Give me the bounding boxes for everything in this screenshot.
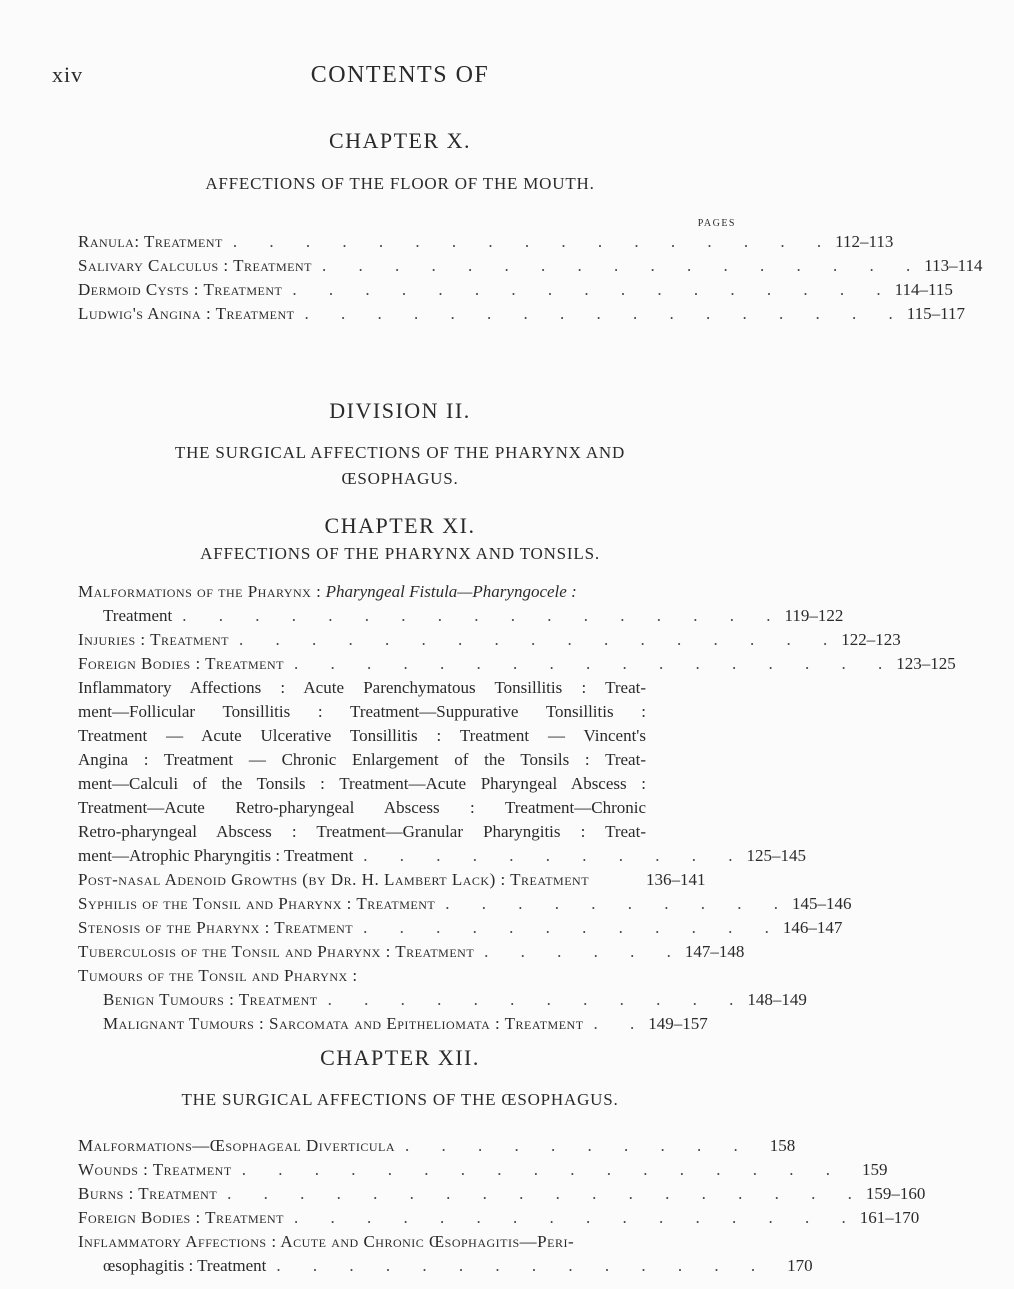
inflammatory-line: Inflammatory Affections : Acute Parenchymatous Tonsillitis : Treat-: [78, 678, 646, 697]
toc-entry[interactable]: [78, 302, 965, 326]
entry-title: Tuberculosis of the Tonsil and Pharynx : Treatment: [78, 942, 475, 961]
entry-pages: 147–148: [684, 942, 745, 961]
entry-title: Ludwig's Angina : Treatment: [78, 304, 295, 323]
chapter-xii-heading: CHAPTER XII.: [320, 1045, 480, 1070]
leader-dots: . . . . . . . . . . . . . . . . .: [294, 654, 897, 673]
leader-dots: . . . . . . . . . . . .: [363, 918, 783, 937]
chapter-xi-heading: CHAPTER XI.: [324, 513, 476, 538]
chapter-x-subtitle: AFFECTIONS OF THE FLOOR OF THE MOUTH.: [205, 174, 595, 193]
entry-title: Tumours of the Tonsil and Pharynx :: [78, 966, 358, 985]
toc-entry[interactable]: [78, 1206, 920, 1230]
leader-dots: . . . . . . . . . . . . . . . . .: [321, 256, 925, 275]
chapter-xi-subtitle: AFFECTIONS OF THE PHARYNX AND TONSILS.: [200, 544, 600, 563]
leader-dots: . . . . . . . . . . . . . . . . .: [241, 1160, 844, 1179]
chapter-xii-subtitle: THE SURGICAL AFFECTIONS OF THE ŒSOPHAGUS.: [181, 1090, 619, 1109]
leader-dots: . . . . . . . . . . . . . . . . .: [232, 232, 836, 251]
entry-pages: 159: [861, 1160, 888, 1179]
entry-title: Ranula: Treatment: [78, 232, 223, 251]
entry-title: Inflammatory Affections : Acute and Chronic Œsophagitis—Peri-: [78, 1232, 575, 1251]
leader-dots: . . . . . . . . . . . . . . . .: [294, 1208, 860, 1227]
inflammatory-line: Treatment—Acute Retro-pharyngeal Abscess : Treatment—Chronic: [78, 798, 646, 817]
entry-pages: 125–145: [746, 846, 807, 865]
toc-entry-inflammatory-oesophagus[interactable]: [78, 1230, 736, 1254]
running-title: CONTENTS OF: [310, 62, 490, 88]
inflammatory-line: ment—Atrophic Pharyngitis : Treatment: [78, 846, 354, 865]
entry-pages: 146–147: [782, 918, 843, 937]
entry-pages: 123–125: [896, 654, 956, 673]
entry-pages: 158: [769, 1136, 796, 1155]
page-number: xiv: [52, 62, 84, 87]
toc-entry[interactable]: [78, 278, 953, 302]
entry-title: Foreign Bodies : Treatment: [78, 1208, 284, 1227]
inflammatory-line: Treatment — Acute Ulcerative Tonsillitis : Treatment — Vincent's: [78, 726, 646, 745]
entry-pages: 149–157: [648, 1014, 708, 1033]
entry-pages: 112–113: [835, 232, 894, 251]
entry-title: Foreign Bodies : Treatment: [78, 654, 284, 673]
toc-entry[interactable]: [78, 988, 807, 1012]
leader-dots: . . . . . . . . . . . . . . . . .: [304, 304, 907, 323]
leader-dots: . . . . . . . . . . . . . .: [276, 1256, 770, 1275]
entry-pages: 145–146: [791, 894, 852, 913]
entry-subtopics: Pharyngeal Fistula—Pharyngocele :: [325, 582, 577, 601]
entry-pages: 170: [787, 1256, 813, 1275]
leader-dots: . . . . . . . . . . . . . . . . .: [292, 280, 895, 299]
toc-entry[interactable]: [78, 230, 894, 254]
entry-title: Burns : Treatment: [78, 1184, 218, 1203]
leader-dots: . . . . . . . . . . . . . . . . .: [182, 606, 785, 625]
inflammatory-last-line: [78, 844, 807, 868]
page-header: [0, 62, 800, 102]
leader-dots: . .: [593, 1014, 649, 1033]
toc-entry[interactable]: [78, 940, 745, 964]
toc-entry[interactable]: [78, 254, 983, 278]
division-subtitle-line2: ŒSOPHAGUS.: [341, 469, 459, 488]
entry-title: Stenosis of the Pharynx : Treatment: [78, 918, 354, 937]
entry-title: Malignant Tumours : Sarcomata and Epitheliomata : Treatment: [103, 1014, 584, 1033]
entry-pages: 122–123: [841, 630, 901, 649]
pages-label: PAGES: [697, 218, 736, 229]
toc-entry[interactable]: [78, 1134, 796, 1158]
toc-entry[interactable]: [78, 892, 852, 916]
chapter-x-heading: CHAPTER X.: [328, 128, 472, 153]
entry-pages: 159–160: [865, 1184, 926, 1203]
entry-title: Dermoid Cysts : Treatment: [78, 280, 283, 299]
entry-title: Malformations of the Pharynx :: [78, 582, 322, 601]
entry-title: Treatment: [103, 606, 173, 625]
entry-title: Benign Tumours : Treatment: [103, 990, 318, 1009]
entry-title: Post-nasal Adenoid Growths (by Dr. H. Lambert Lack) : Treatment: [78, 870, 590, 889]
leader-dots: . . . . . .: [484, 942, 685, 961]
entry-pages: 136–141: [646, 870, 706, 889]
toc-entry[interactable]: [78, 916, 843, 940]
leader-dots: . . . . . . . . . . . .: [327, 990, 748, 1009]
toc-entry[interactable]: [78, 652, 956, 676]
entry-pages: 115–117: [906, 304, 965, 323]
entry-title: Injuries : Treatment: [78, 630, 229, 649]
leader-dots: . . . . . . . . . . . . . . . . .: [238, 630, 842, 649]
division-subtitle-line1: THE SURGICAL AFFECTIONS OF THE PHARYNX AND: [174, 443, 626, 462]
toc-entry[interactable]: [78, 868, 736, 892]
leader-dots: . . . . . . . . . . .: [363, 846, 747, 865]
entry-title: Wounds : Treatment: [78, 1160, 232, 1179]
toc-entry[interactable]: [78, 1158, 888, 1182]
inflammatory-line: ment—Follicular Tonsillitis : Treatment—Suppurative Tonsillitis :: [78, 702, 646, 721]
toc-entry-tumours[interactable]: [78, 964, 736, 988]
entry-pages: 148–149: [747, 990, 807, 1009]
entry-title: Malformations—Œsophageal Diverticula: [78, 1136, 396, 1155]
leader-dots: . . . . . . . . . . . . . . . . . .: [227, 1184, 866, 1203]
inflammatory-line: ment—Calculi of the Tonsils : Treatment—Acute Pharyngeal Abscess :: [78, 774, 646, 793]
entry-title: œsophagitis : Treatment: [103, 1256, 267, 1275]
chapter-x-entries: [78, 230, 983, 326]
chapter-xii-entries: [78, 1134, 926, 1278]
toc-entry[interactable]: [78, 628, 901, 652]
inflammatory-line: Angina : Treatment — Chronic Enlargement of the Tonsils : Treat-: [78, 750, 646, 769]
toc-entry-malformations[interactable]: [78, 580, 736, 604]
entry-pages: 119–122: [784, 606, 844, 625]
chapter-xi-entries: [78, 580, 956, 1036]
inflammatory-line: Retro-pharyngeal Abscess : Treatment—Granular Pharyngitis : Treat-: [78, 822, 646, 841]
entry-title: Salivary Calculus : Treatment: [78, 256, 312, 275]
toc-entry-continuation[interactable]: [78, 1254, 813, 1278]
division-heading: DIVISION II.: [329, 398, 471, 423]
leader-dots: . . . . . . . . . .: [445, 894, 792, 913]
entry-pages: 113–114: [924, 256, 983, 275]
entry-title: Syphilis of the Tonsil and Pharynx : Treatment: [78, 894, 436, 913]
toc-entry-continuation[interactable]: [78, 604, 844, 628]
toc-entry[interactable]: [78, 1012, 736, 1036]
toc-entry-inflammatory[interactable]: [78, 676, 807, 868]
entry-pages: 114–115: [894, 280, 953, 299]
entry-pages: 161–170: [859, 1208, 920, 1227]
leader-dots: . . . . . . . . . .: [405, 1136, 752, 1155]
toc-entry[interactable]: [78, 1182, 926, 1206]
